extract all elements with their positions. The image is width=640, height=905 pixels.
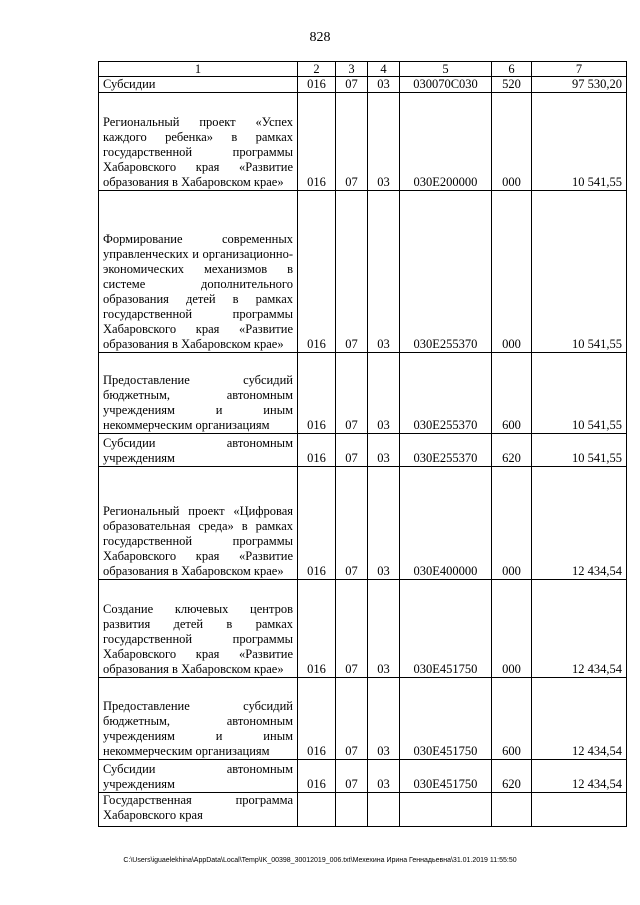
table-row — [99, 467, 627, 580]
cell-col-4: 03 — [368, 93, 400, 191]
cell-col-4: 03 — [368, 77, 400, 93]
cell-amount: 10 541,55 — [532, 353, 627, 434]
cell-col-3: 07 — [336, 353, 368, 434]
cell-col-5: 030Е255370 — [400, 353, 492, 434]
cell-col-2: 016 — [298, 760, 336, 793]
column-header: 1 — [99, 62, 298, 77]
column-header: 3 — [336, 62, 368, 77]
budget-table — [98, 61, 627, 827]
table-row — [99, 760, 627, 793]
cell-amount: 12 434,54 — [532, 760, 627, 793]
table-row — [99, 93, 627, 191]
cell-col-4: 03 — [368, 760, 400, 793]
cell-col-5: 030070С030 — [400, 77, 492, 93]
cell-amount: 12 434,54 — [532, 467, 627, 580]
row-name: Региональный проект «Успех каждого ребенка» в рамках государственной программы Хабаровского края «Развитие образования в Хабаровском крае» — [99, 93, 298, 191]
cell-col-2 — [298, 793, 336, 827]
table-row — [99, 793, 627, 827]
cell-col-5 — [400, 793, 492, 827]
table-row — [99, 353, 627, 434]
cell-col-6: 600 — [492, 353, 532, 434]
cell-col-3: 07 — [336, 580, 368, 678]
cell-col-2: 016 — [298, 353, 336, 434]
cell-col-6: 620 — [492, 434, 532, 467]
cell-col-2: 016 — [298, 434, 336, 467]
row-name: Формирование современных управленческих и организационно-экономических механизмов в системе дополнительного образования детей в рамках государственной программы Хабаровского края «Развитие образования в Хабаровском крае» — [99, 191, 298, 353]
column-header: 2 — [298, 62, 336, 77]
table-row — [99, 434, 627, 467]
cell-col-6: 520 — [492, 77, 532, 93]
cell-col-3: 07 — [336, 467, 368, 580]
table-row — [99, 580, 627, 678]
cell-col-2: 016 — [298, 467, 336, 580]
cell-col-2: 016 — [298, 93, 336, 191]
cell-col-2: 016 — [298, 77, 336, 93]
cell-col-5: 030Е255370 — [400, 434, 492, 467]
cell-col-2: 016 — [298, 678, 336, 760]
cell-col-3: 07 — [336, 93, 368, 191]
cell-col-6: 000 — [492, 467, 532, 580]
cell-col-3: 07 — [336, 191, 368, 353]
cell-amount: 12 434,54 — [532, 580, 627, 678]
cell-col-3: 07 — [336, 77, 368, 93]
cell-col-3: 07 — [336, 434, 368, 467]
cell-amount — [532, 793, 627, 827]
column-header: 5 — [400, 62, 492, 77]
cell-col-3: 07 — [336, 678, 368, 760]
cell-col-5: 030Е400000 — [400, 467, 492, 580]
cell-col-4: 03 — [368, 580, 400, 678]
column-header-row — [99, 62, 627, 77]
row-name: Региональный проект «Цифровая образовательная среда» в рамках государственной программы Хабаровского края «Развитие образования в Хабаровском крае» — [99, 467, 298, 580]
cell-amount: 10 541,55 — [532, 434, 627, 467]
cell-col-6: 000 — [492, 191, 532, 353]
table-row — [99, 77, 627, 93]
cell-col-6: 000 — [492, 93, 532, 191]
row-name: Субсидии — [99, 77, 298, 93]
cell-col-4: 03 — [368, 678, 400, 760]
cell-amount: 97 530,20 — [532, 77, 627, 93]
row-name: Создание ключевых центров развития детей в рамках государственной программы Хабаровского края «Развитие образования в Хабаровском крае» — [99, 580, 298, 678]
table-row — [99, 191, 627, 353]
cell-col-3: 07 — [336, 760, 368, 793]
cell-col-2: 016 — [298, 191, 336, 353]
cell-col-5: 030Е200000 — [400, 93, 492, 191]
cell-col-6: 000 — [492, 580, 532, 678]
column-header: 6 — [492, 62, 532, 77]
cell-col-4 — [368, 793, 400, 827]
row-name: Субсидии автономным учреждениям — [99, 760, 298, 793]
row-name: Предоставление субсидий бюджетным, автономным учреждениям и иным некоммерческим организациям — [99, 353, 298, 434]
file-path-footer: C:\Users\iguaelekhina\AppData\Local\Temp\IK_00398_30012019_006.txt\Мехехина Ирина Геннадьевна\31.01.2019 11:55:50 — [123, 857, 517, 864]
row-name: Субсидии автономным учреждениям — [99, 434, 298, 467]
cell-col-4: 03 — [368, 191, 400, 353]
cell-col-2: 016 — [298, 580, 336, 678]
column-header: 4 — [368, 62, 400, 77]
cell-col-5: 030Е451750 — [400, 580, 492, 678]
row-name: Предоставление субсидий бюджетным, автономным учреждениям и иным некоммерческим организациям — [99, 678, 298, 760]
cell-col-3 — [336, 793, 368, 827]
cell-amount: 10 541,55 — [532, 191, 627, 353]
cell-col-4: 03 — [368, 353, 400, 434]
cell-col-5: 030Е451750 — [400, 678, 492, 760]
column-header: 7 — [532, 62, 627, 77]
cell-col-5: 030Е255370 — [400, 191, 492, 353]
cell-col-4: 03 — [368, 434, 400, 467]
cell-col-6: 600 — [492, 678, 532, 760]
cell-col-6: 620 — [492, 760, 532, 793]
cell-col-5: 030Е451750 — [400, 760, 492, 793]
table-row — [99, 678, 627, 760]
cell-col-4: 03 — [368, 467, 400, 580]
row-name: Государственная программа Хабаровского края — [99, 793, 298, 827]
cell-col-6 — [492, 793, 532, 827]
cell-amount: 10 541,55 — [532, 93, 627, 191]
cell-amount: 12 434,54 — [532, 678, 627, 760]
page-number: 828 — [309, 30, 331, 45]
